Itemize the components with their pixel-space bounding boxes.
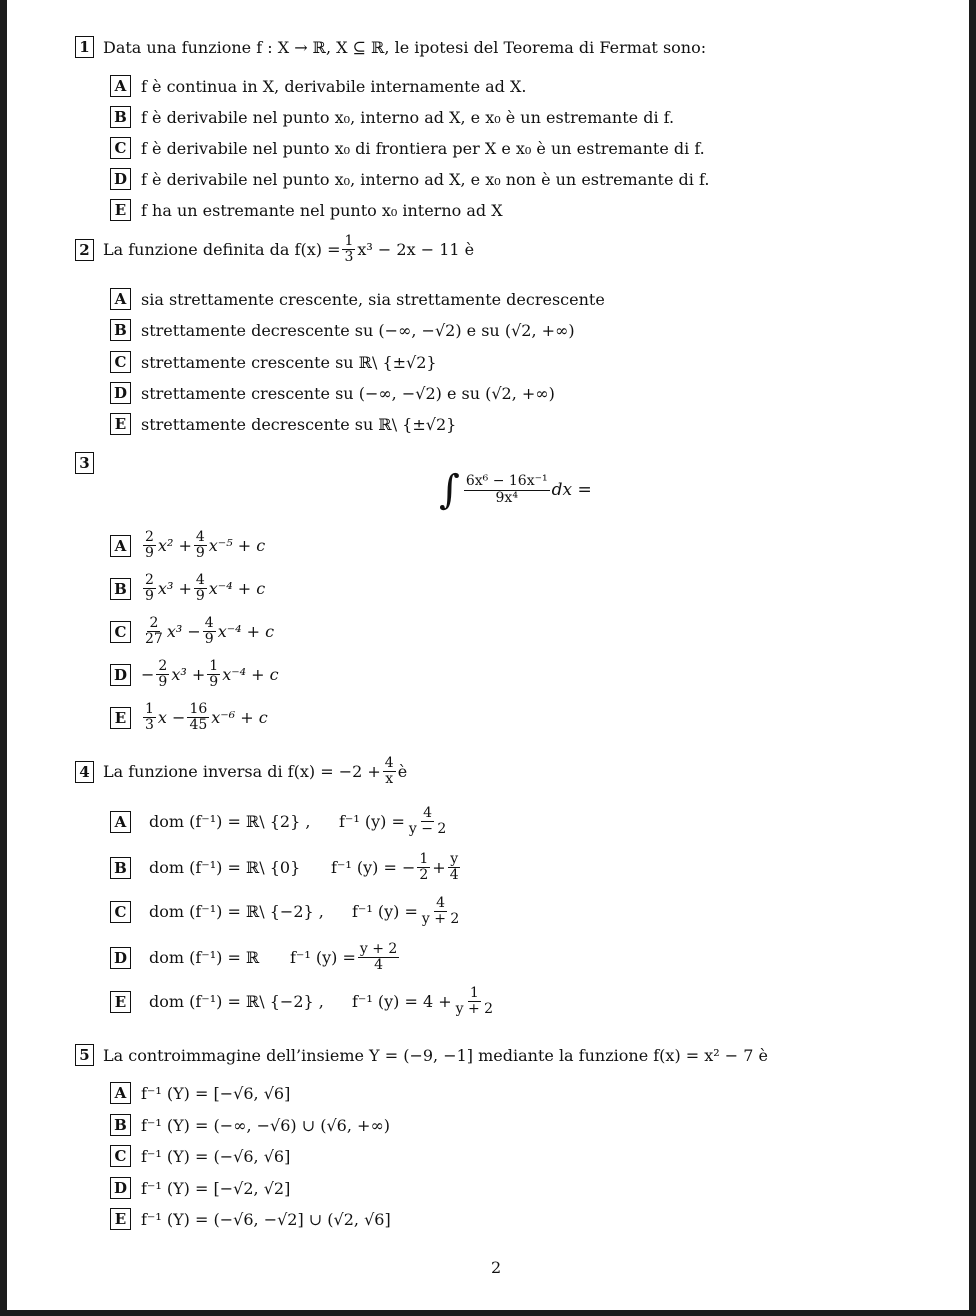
fraction — [383, 756, 396, 788]
option-letter: C — [110, 1145, 131, 1167]
option-text: strettamente decrescente su (−∞, −√2) e su (√2, +∞) — [141, 320, 575, 340]
fraction — [194, 530, 207, 562]
option-text: f⁻¹ (Y) = (−√6, √6] — [141, 1146, 291, 1166]
term: x² + — [157, 536, 192, 556]
numerator: 16 — [189, 701, 208, 717]
option-3b[interactable] — [110, 573, 265, 605]
numerator: 6x⁶ − 16x⁻¹ — [465, 473, 548, 490]
option-text: sia strettamente crescente, sia strettamente decrescente — [141, 289, 605, 309]
numerator: 4 — [384, 755, 394, 771]
page-number: 2 — [491, 1258, 502, 1277]
option-5c[interactable] — [110, 1145, 290, 1167]
fraction — [407, 806, 448, 838]
option-1c[interactable] — [110, 137, 705, 159]
numerator: 2 — [149, 615, 159, 631]
option-text: f è continua in X, derivabile internamente ad X. — [141, 76, 527, 96]
term: x³ − — [166, 622, 201, 642]
fraction — [156, 659, 169, 691]
option-text: f è derivabile nel punto x₀ di frontiera per X e x₀ è un estremante di f. — [141, 138, 705, 158]
question-number: 2 — [75, 239, 94, 261]
option-text: f⁻¹ (Y) = [−√2, √2] — [141, 1178, 291, 1198]
option-text: strettamente crescente su ℝ\ {±√2} — [141, 352, 437, 372]
numerator: 2 — [158, 658, 168, 674]
option-2e[interactable] — [110, 413, 456, 435]
option-letter: E — [110, 413, 131, 435]
term: x³ + — [157, 579, 192, 599]
denominator: y − 2 — [408, 821, 447, 838]
fraction — [143, 616, 165, 648]
question-1 — [75, 36, 706, 58]
question-number: 5 — [75, 1044, 94, 1066]
option-3e[interactable] — [110, 702, 268, 734]
option-letter: D — [110, 168, 131, 190]
denominator: 45 — [189, 717, 208, 734]
denominator: 9 — [145, 545, 154, 562]
question-text-post: x³ − 2x − 11 è — [357, 240, 475, 260]
option-5a[interactable] — [110, 1082, 290, 1104]
domain-text: dom (f⁻¹) = ℝ\ {2} , — [149, 812, 311, 832]
option-2a[interactable] — [110, 288, 605, 310]
option-text: f ha un estremante nel punto x₀ interno ad X — [141, 200, 503, 220]
option-text: f è derivabile nel punto x₀, interno ad X, e x₀ non è un estremante di f. — [141, 169, 710, 189]
option-letter: A — [110, 535, 131, 557]
option-letter: C — [110, 351, 131, 373]
fraction — [417, 852, 430, 884]
option-3a[interactable] — [110, 530, 265, 562]
fraction — [448, 852, 461, 884]
option-letter: D — [110, 947, 131, 969]
domain-text: dom (f⁻¹) = ℝ\ {0} — [149, 858, 301, 878]
fraction — [454, 986, 495, 1018]
integral-expression — [439, 467, 592, 513]
option-1a[interactable] — [110, 75, 526, 97]
option-letter: D — [110, 664, 131, 686]
option-letter: C — [110, 137, 131, 159]
option-letter: E — [110, 1208, 131, 1230]
option-letter: E — [110, 199, 131, 221]
option-letter: D — [110, 1177, 131, 1199]
inverse-label: f⁻¹ (y) = — [352, 902, 418, 922]
numerator: 1 — [145, 701, 154, 717]
fraction — [207, 659, 220, 691]
numerator: 2 — [145, 529, 154, 545]
inverse-label: f⁻¹ (y) = − — [331, 858, 416, 878]
term: x⁻⁴ + c — [222, 665, 279, 685]
numerator: 4 — [436, 895, 446, 911]
fraction — [143, 702, 156, 734]
denominator: 9x⁴ — [495, 489, 518, 506]
option-text: strettamente crescente su (−∞, −√2) e su (√2, +∞) — [141, 383, 555, 403]
question-text-pre: La funzione definita da f(x) = — [103, 240, 341, 260]
numerator: 1 — [344, 233, 354, 249]
question-text-post: è — [397, 762, 408, 782]
question-text-pre: La funzione inversa di f(x) = −2 + — [103, 762, 381, 782]
numerator: 2 — [145, 572, 154, 588]
option-letter: A — [110, 288, 131, 310]
option-letter: E — [110, 991, 131, 1013]
numerator: 1 — [469, 985, 479, 1001]
term: x⁻⁴ + c — [208, 579, 266, 599]
fraction — [342, 234, 355, 266]
inverse-label: f⁻¹ (y) = — [339, 812, 405, 832]
denominator: 9 — [145, 588, 154, 605]
term: x⁻⁴ + c — [217, 622, 275, 642]
numerator: 1 — [419, 851, 429, 867]
option-1b[interactable] — [110, 106, 674, 128]
denominator: x — [385, 771, 394, 788]
option-letter: E — [110, 707, 131, 729]
option-letter: C — [110, 621, 131, 643]
option-letter: B — [110, 319, 131, 341]
plus-sign: + — [432, 858, 446, 878]
option-letter: B — [110, 857, 131, 879]
option-text: strettamente decrescente su ℝ\ {±√2} — [141, 414, 457, 434]
option-4d[interactable] — [110, 942, 401, 974]
term: x³ + — [171, 665, 206, 685]
option-letter: A — [110, 1082, 131, 1104]
option-text: f⁻¹ (Y) = (−∞, −√6) ∪ (√6, +∞) — [141, 1115, 391, 1135]
denominator: 9 — [204, 631, 214, 648]
denominator: y + 2 — [455, 1001, 494, 1018]
numerator: y + 2 — [359, 941, 398, 957]
option-1e[interactable] — [110, 199, 503, 221]
denominator: 9 — [158, 674, 168, 691]
denominator: 27 — [145, 631, 163, 648]
numerator: 1 — [209, 658, 219, 674]
option-letter: A — [110, 811, 131, 833]
question-4 — [75, 756, 407, 788]
fraction — [187, 702, 209, 734]
term: x − — [157, 708, 186, 728]
option-letter: D — [110, 382, 131, 404]
denominator: 4 — [374, 957, 384, 974]
fraction — [203, 616, 216, 648]
denominator: 9 — [195, 588, 205, 605]
question-number: 1 — [75, 36, 94, 58]
question-text: La controimmagine dell’insieme Y = (−9, −1] mediante la funzione f(x) = x² − 7 è — [103, 1045, 769, 1065]
option-text: f⁻¹ (Y) = [−√6, √6] — [141, 1083, 291, 1103]
question-5 — [75, 1044, 768, 1066]
numerator: 4 — [423, 805, 433, 821]
fraction — [143, 530, 156, 562]
question-2 — [75, 234, 474, 266]
option-5d[interactable] — [110, 1177, 290, 1199]
numerator: 4 — [195, 572, 205, 588]
exam-page — [7, 0, 969, 1310]
numerator: 4 — [204, 615, 214, 631]
denominator: 3 — [344, 249, 354, 266]
denominator: 4 — [449, 867, 459, 884]
option-4c[interactable] — [110, 896, 463, 928]
option-5e[interactable] — [110, 1208, 391, 1230]
option-text: f è derivabile nel punto x₀, interno ad X, e x₀ è un estremante di f. — [141, 107, 675, 127]
numerator: 4 — [195, 529, 205, 545]
question-text: Data una funzione f : X → ℝ, X ⊆ ℝ, le ipotesi del Teorema di Fermat sono: — [103, 37, 707, 57]
fraction — [143, 573, 156, 605]
denominator: 9 — [195, 545, 205, 562]
denominator: 9 — [209, 674, 219, 691]
option-2c[interactable] — [110, 351, 437, 373]
integral-sign: ∫ — [439, 467, 460, 513]
term: x⁻⁵ + c — [208, 536, 266, 556]
option-letter: B — [110, 1114, 131, 1136]
inverse-label: f⁻¹ (y) = 4 + — [352, 992, 452, 1012]
denominator: 3 — [145, 717, 154, 734]
integral-tail: dx = — [551, 480, 592, 500]
option-letter: C — [110, 901, 131, 923]
option-3c[interactable] — [110, 616, 274, 648]
domain-text: dom (f⁻¹) = ℝ — [149, 948, 260, 968]
option-text: f⁻¹ (Y) = (−√6, −√2] ∪ (√2, √6] — [141, 1209, 391, 1229]
question-number: 4 — [75, 761, 94, 783]
option-2d[interactable] — [110, 382, 555, 404]
option-2b[interactable] — [110, 319, 575, 341]
option-1d[interactable] — [110, 168, 709, 190]
minus-sign: − — [141, 665, 155, 685]
option-4a[interactable] — [110, 806, 450, 838]
domain-text: dom (f⁻¹) = ℝ\ {−2} , — [149, 902, 324, 922]
option-letter: A — [110, 75, 131, 97]
option-4e[interactable] — [110, 986, 497, 1018]
denominator: 2 — [419, 867, 429, 884]
question-3 — [75, 452, 103, 474]
fraction — [358, 942, 399, 974]
inverse-label: f⁻¹ (y) = — [290, 948, 356, 968]
fraction — [464, 474, 550, 506]
option-letter: B — [110, 106, 131, 128]
term: x⁻⁶ + c — [211, 708, 268, 728]
option-4b[interactable] — [110, 852, 463, 884]
denominator: y + 2 — [421, 911, 460, 928]
option-letter: B — [110, 578, 131, 600]
fraction — [194, 573, 207, 605]
numerator: y — [450, 851, 459, 867]
option-3d[interactable] — [110, 659, 279, 691]
domain-text: dom (f⁻¹) = ℝ\ {−2} , — [149, 992, 324, 1012]
question-number: 3 — [75, 452, 94, 474]
fraction — [420, 896, 461, 928]
option-5b[interactable] — [110, 1114, 390, 1136]
